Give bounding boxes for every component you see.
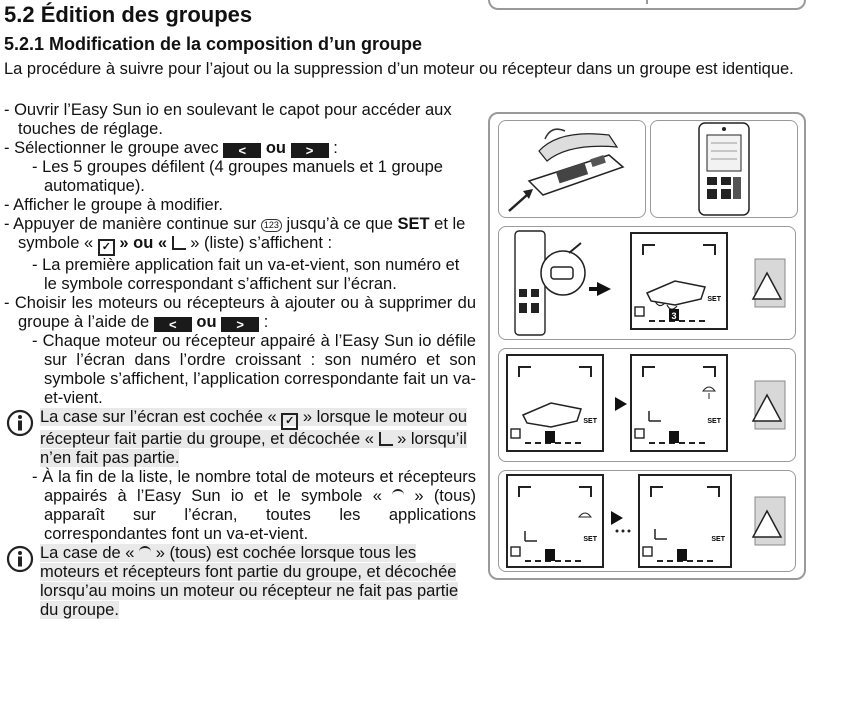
- end-list-drawing: [499, 471, 795, 571]
- step-text: - Choisir les moteurs ou récepteurs à ajouter ou à supprimer du groupe à l’aide de: [4, 294, 476, 331]
- key-123-icon: 123: [261, 219, 282, 232]
- step-text: et le symbole «: [18, 215, 466, 252]
- unchecked-box-icon: [379, 432, 393, 446]
- step-select-group: [4, 139, 476, 158]
- right-arrow-key-icon: >: [291, 143, 329, 158]
- all-symbol-icon: [139, 546, 151, 554]
- note-text: La case sur l’écran est cochée «: [40, 408, 277, 426]
- remote-open-cover-illustration: [498, 120, 646, 218]
- set-label: SET: [397, 215, 430, 233]
- svg-text:SET: SET: [583, 536, 597, 543]
- step-text: jusqu’à ce que: [286, 215, 393, 233]
- substep-groups-scroll: - Les 5 groupes défilent (4 groupes manuels et 1 groupe automatique).: [32, 158, 443, 195]
- substep-each-motor: - Chaque moteur ou récepteur appairé à l’Easy Sun io défile sur l’écran dans l’ordre croissant : son numéro et son symbole s’affichent, l’application correspondante fait un va-et-vient.: [32, 332, 476, 407]
- note-text: » (tous) est cochée lorsque tous les moteurs et récepteurs font partie du groupe, et décochée lorsqu’au moins un moteur ou récepteur ne fait pas partie du groupe.: [40, 544, 459, 619]
- remote-cover-drawing: [499, 121, 645, 217]
- step-show-group: - Afficher le groupe à modifier.: [4, 196, 223, 214]
- right-arrow-key-icon: >: [221, 317, 259, 332]
- info-icon: [6, 545, 34, 573]
- intro-paragraph: La procédure à suivre pour l’ajout ou la suppression d’un moteur ou récepteur dans un groupe est identique.: [4, 60, 794, 78]
- step-text: :: [263, 313, 269, 331]
- procedure-text: [4, 101, 476, 620]
- all-symbol-icon: [392, 489, 404, 497]
- step-choose-motors: [4, 294, 476, 332]
- left-arrow-key-icon: <: [223, 143, 261, 158]
- list-box-icon: [172, 236, 186, 250]
- or-word: ou: [265, 139, 286, 157]
- note-text: » lorsque le moteur ou récepteur fait partie du groupe, et décochée «: [40, 408, 468, 448]
- illustration-panel: [488, 112, 806, 580]
- scroll-motors-drawing: [499, 349, 795, 461]
- step-text: - Appuyer de manière continue sur: [4, 215, 257, 233]
- note-text: La case de «: [40, 544, 135, 562]
- subsection-title: 5.2.1 Modification de la composition d’un groupe: [4, 34, 423, 54]
- press-123-drawing: [499, 227, 795, 339]
- or-word: ou: [196, 313, 217, 331]
- left-arrow-key-icon: <: [154, 317, 192, 332]
- step-scroll-motors-illustration: [498, 348, 796, 462]
- step-text: - À la fin de la liste, le nombre total de moteurs et récepteurs appairés à l’Easy Sun io et le symbole «: [32, 468, 476, 505]
- step-text: » (liste) s’affichent :: [190, 234, 333, 252]
- substep-end-of-list: [4, 468, 476, 544]
- checked-box-icon: ✓: [281, 413, 298, 430]
- step-press-continuous: [4, 215, 476, 256]
- info-icon: [6, 409, 34, 437]
- svg-text:SET: SET: [707, 418, 721, 425]
- step-end-list-illustration: [498, 470, 796, 572]
- step-press-123-illustration: [498, 226, 796, 340]
- remote-front-illustration: [650, 120, 798, 218]
- screen-set-label: SET: [707, 296, 721, 303]
- svg-text:SET: SET: [583, 418, 597, 425]
- remote-front-drawing: [651, 121, 797, 217]
- screen-number: 3: [671, 311, 677, 321]
- section-title: 5.2 Édition des groupes: [4, 2, 253, 27]
- step-text: » (tous) apparaît sur l’écran, toutes les applications correspondantes font un va-et-vient.: [44, 487, 476, 543]
- info-note-checked: [4, 408, 476, 468]
- step-text: - Sélectionner le groupe avec: [4, 139, 219, 157]
- previous-figure-frame: [488, 0, 806, 10]
- note-text: » lorsqu’il n’en fait pas partie.: [40, 430, 467, 467]
- step-text: » ou «: [119, 234, 168, 252]
- step-text: :: [333, 139, 338, 157]
- svg-text:SET: SET: [711, 536, 725, 543]
- checked-box-icon: ✓: [98, 239, 115, 256]
- substep-first-application: - La première application fait un va-et-vient, son numéro et le symbole correspondant s’affichent sur l’écran.: [32, 256, 460, 293]
- info-note-all: [4, 544, 476, 620]
- step-open-cover: - Ouvrir l’Easy Sun io en soulevant le capot pour accéder aux touches de réglage.: [4, 101, 452, 138]
